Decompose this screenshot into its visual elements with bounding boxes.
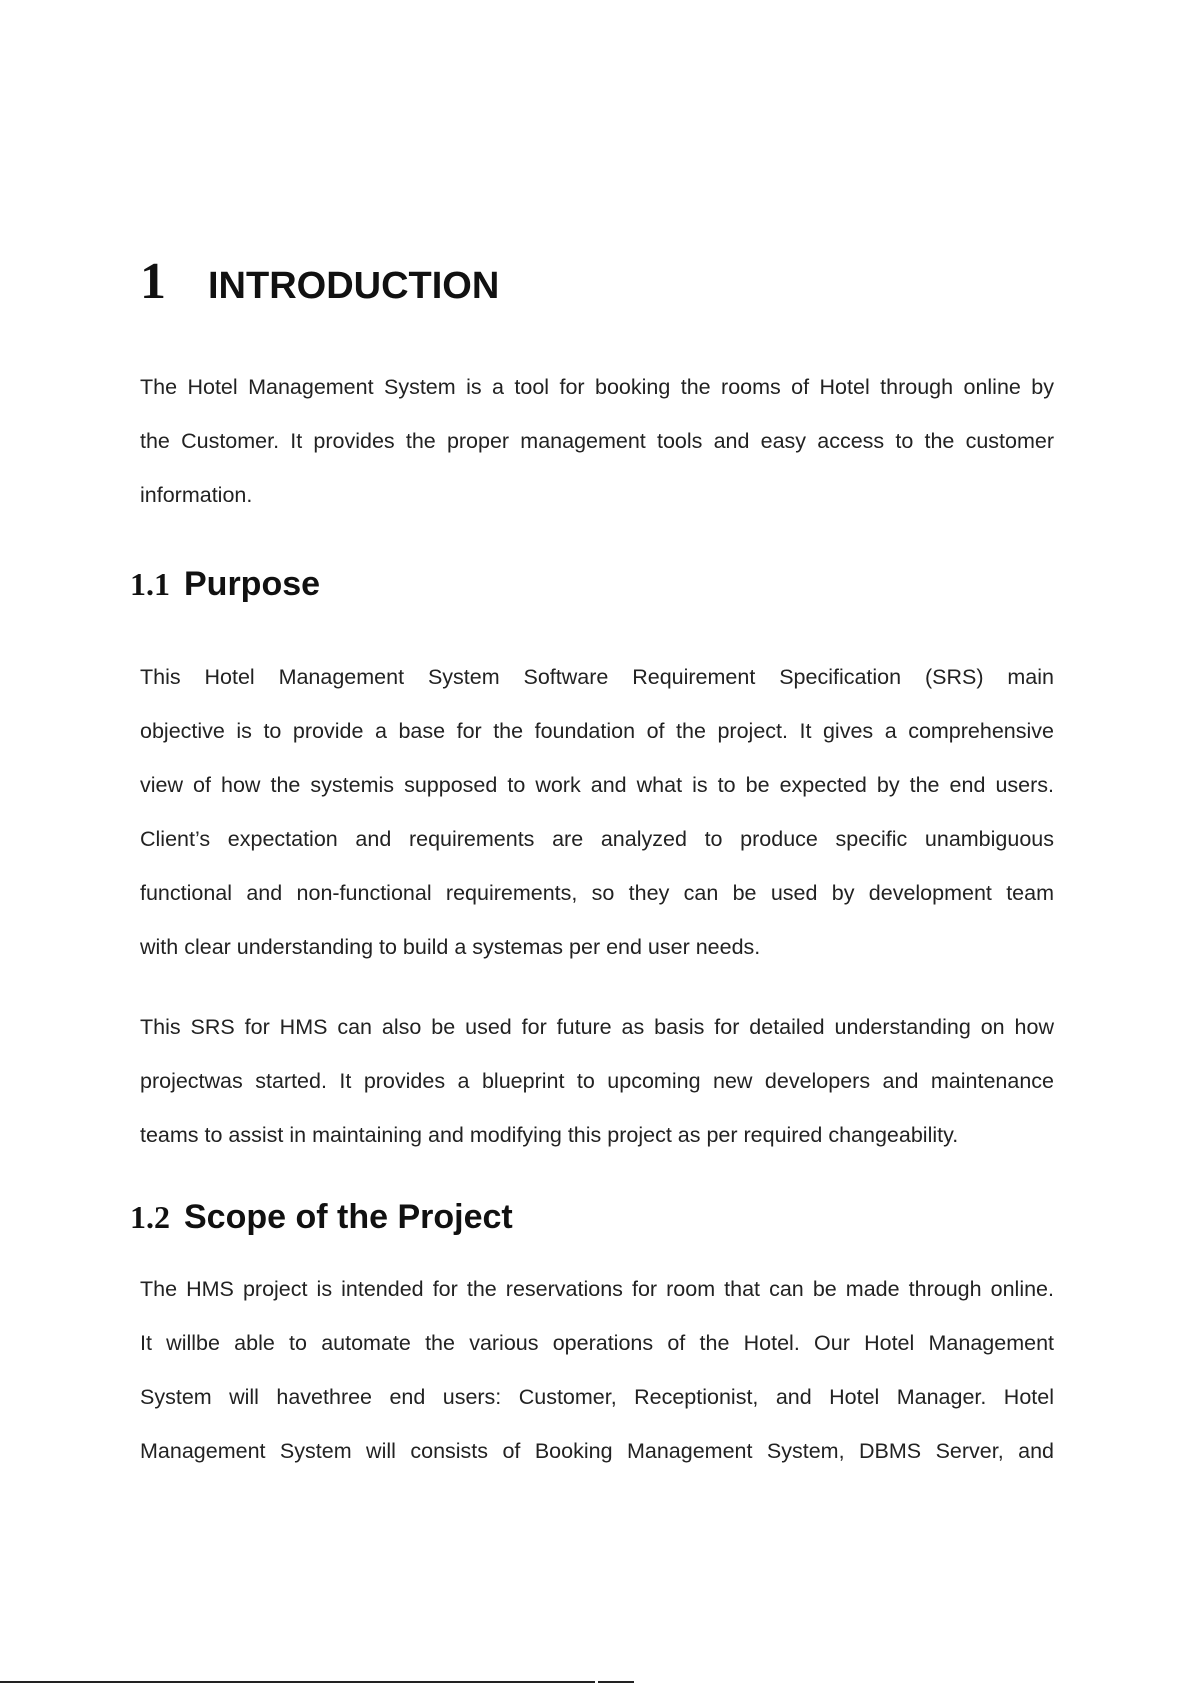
section-title: INTRODUCTION <box>208 265 500 307</box>
paragraph-line: The Hotel Management System is a tool for booking the rooms of Hotel through online by <box>140 375 1054 399</box>
paragraph-line: the Customer. It provides the proper management tools and easy access to the customer <box>140 429 1054 453</box>
purpose-paragraph-2 <box>140 1000 1054 1162</box>
paragraph-line: view of how the systemis supposed to work and what is to be expected by the end users. <box>140 773 1054 797</box>
paragraph-line: The HMS project is intended for the reservations for room that can be made through online. <box>140 1277 1054 1301</box>
paragraph-line: Client’s expectation and requirements are analyzed to produce specific unambiguous <box>140 827 1054 851</box>
purpose-paragraph-1 <box>140 650 1054 974</box>
section-heading-introduction <box>140 252 499 311</box>
paragraph-line: This Hotel Management System Software Requirement Specification (SRS) main <box>140 665 1054 689</box>
footer-divider-short <box>598 1681 634 1683</box>
paragraph-line: System will havethree end users: Customer, Receptionist, and Hotel Manager. Hotel <box>140 1385 1054 1409</box>
paragraph-line: teams to assist in maintaining and modifying this project as per required changeability. <box>140 1123 959 1147</box>
section-heading-scope <box>130 1198 513 1237</box>
scope-paragraph <box>140 1262 1054 1478</box>
paragraph-line: objective is to provide a base for the foundation of the project. It gives a comprehensive <box>140 719 1054 743</box>
section-title: Purpose <box>184 565 321 603</box>
section-title: Scope of the Project <box>184 1198 513 1236</box>
paragraph-line: information. <box>140 483 253 507</box>
introduction-paragraph <box>140 360 1054 522</box>
section-heading-purpose <box>130 565 320 604</box>
paragraph-line: functional and non-functional requirements, so they can be used by development team <box>140 881 1054 905</box>
paragraph-line: Management System will consists of Booking Management System, DBMS Server, and <box>140 1439 1054 1463</box>
section-number: 1.2 <box>130 1199 170 1235</box>
paragraph-line: projectwas started. It provides a blueprint to upcoming new developers and maintenance <box>140 1069 1054 1093</box>
footer-divider <box>0 1681 595 1683</box>
section-number: 1.1 <box>130 566 170 602</box>
paragraph-line: This SRS for HMS can also be used for future as basis for detailed understanding on how <box>140 1015 1054 1039</box>
section-number: 1 <box>140 253 166 310</box>
paragraph-line: It willbe able to automate the various operations of the Hotel. Our Hotel Management <box>140 1331 1054 1355</box>
paragraph-line: with clear understanding to build a systemas per end user needs. <box>140 935 761 959</box>
